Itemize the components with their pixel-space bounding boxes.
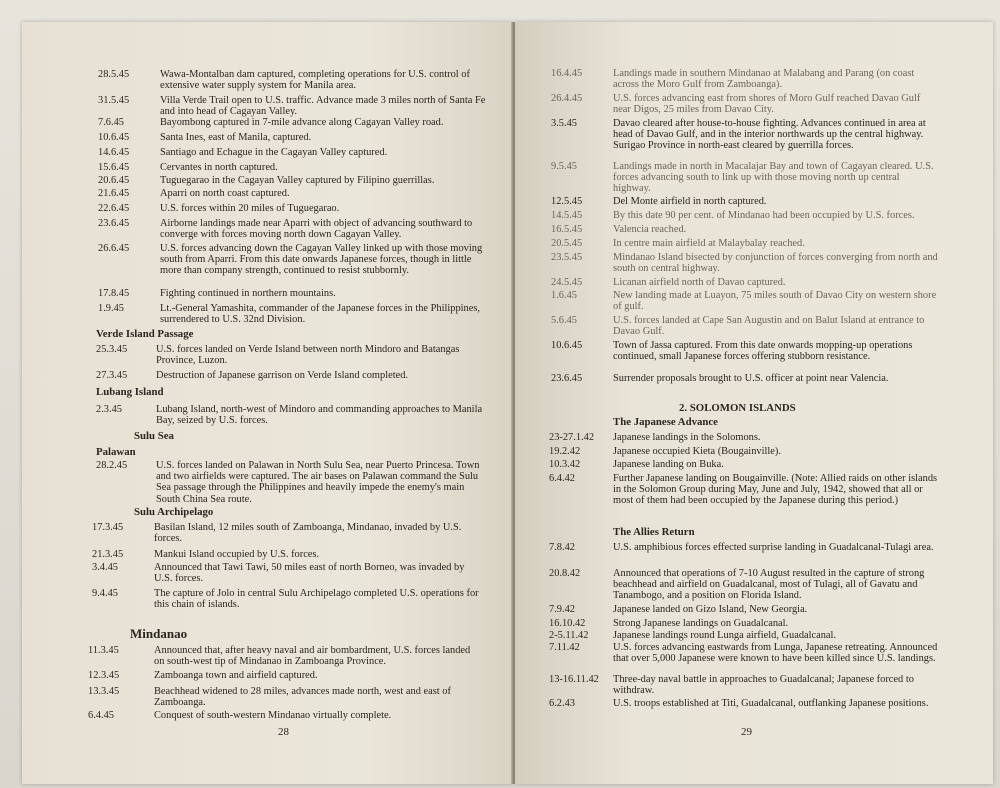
entry-text: U.S. forces advancing east from shores of Moro Gulf reached Davao Gulf near Digos, 25 miles from Davao City. [613,93,921,116]
entry-text: Destruction of Japanese garrison on Verde Island completed. [156,370,408,381]
entry-text: U.S. troops established at Titi, Guadalcanal, outflanking Japanese positions. [613,698,929,709]
entry-date: 1.9.45 [98,303,124,314]
entry-text: Mindanao Island bisected by conjunction of forces converging from north and south on central highway. [613,252,938,275]
entry-date: 16.10.42 [549,618,586,629]
page-number-29: 29 [741,726,752,738]
entry-date: 7.11.42 [549,642,580,653]
entry-date: 5.6.45 [551,315,577,326]
entry-date: 12.5.45 [551,196,583,207]
entry-text: Tuguegarao in the Cagayan Valley captured by Filipino guerrillas. [160,175,435,186]
entry-date: 6.4.45 [88,710,114,721]
entry-text: Basilan Island, 12 miles south of Zamboanga, Mindanao, invaded by U.S. forces. [154,522,462,545]
entry-text: Surrender proposals brought to U.S. officer at point near Valencia. [613,373,889,384]
entry-date: 27.3.45 [96,370,128,381]
entry-date: 7.8.42 [549,542,575,553]
entry-date: 13-16.11.42 [549,674,599,685]
entry-date: 2-5.11.42 [549,630,589,641]
entry-text: Bayombong captured in 7-mile advance along Cagayan Valley road. [160,117,444,128]
entry-date: 23.6.45 [551,373,583,384]
entry-text: Further Japanese landing on Bougainville. (Note: Allied raids on other islands in the Solomon Group during May, June and July, 1942, showed that all or most of them had been occupied by the Japanese during this period.) [613,473,938,507]
entry-date: 12.3.45 [88,670,120,681]
entry-date: 7.6.45 [98,117,124,128]
entry-date: 21.6.45 [98,188,130,199]
entry-text: Cervantes in north captured. [160,162,278,173]
entry-date: 17.8.45 [98,288,130,299]
entry-date: 6.2.43 [549,698,575,709]
entry-date: 20.5.45 [551,238,583,249]
entry-date: 24.5.45 [551,277,583,288]
entry-text: U.S. forces landed at Cape San Augustin and on Balut Island at entrance to Davao Gulf. [613,315,925,338]
entry-date: 14.5.45 [551,210,583,221]
right-page [515,22,993,784]
entry-text: U.S. forces advancing down the Cagayan Valley linked up with those moving south from Aparri. From this date onwards Japanese forces, though in little more than company strength, continued to resist stubbornly. [160,243,483,277]
entry-date: 28.2.45 [96,460,128,471]
entry-text: Announced that Tawi Tawi, 50 miles east of north Borneo, was invaded by U.S. forces. [154,562,465,585]
entry-date: 7.9.42 [549,604,575,615]
entry-date: 23-27.1.42 [549,432,595,443]
entry-date: 9.5.45 [551,161,577,172]
entry-text: Landings made in southern Mindanao at Malabang and Parang (on coast across the Moro Gulf from Zamboanga). [613,68,915,91]
entry-text: The capture of Jolo in central Sulu Archipelago completed U.S. operations for this chain of islands. [154,588,479,611]
entry-date: 20.8.42 [549,568,581,579]
entry-date: 28.5.45 [98,69,130,80]
entry-text: U.S. forces within 20 miles of Tuguegarao. [160,203,340,214]
entry-date: 11.3.45 [88,645,119,656]
entry-text: Announced that operations of 7-10 August resulted in the capture of strong beachhead and airfield on Guadalcanal, most of Tulagi, all of Gavatu and Tanambogo, and a position on Florida Island. [613,568,925,602]
entry-date: 20.6.45 [98,175,130,186]
entry-date: 31.5.45 [98,95,130,106]
entry-text: Fighting continued in northern mountains. [160,288,336,299]
entry-text: Lubang Island, north-west of Mindoro and commanding approaches to Manila Bay, seized by U.S. forces. [156,404,483,427]
page-number-28: 28 [278,726,289,738]
entry-date: 3.5.45 [551,118,577,129]
entry-text: In centre main airfield at Malaybalay reached. [613,238,805,249]
entry-date: 16.5.45 [551,224,583,235]
entry-date: 13.3.45 [88,686,120,697]
entry-text: Villa Verde Trail open to U.S. traffic. Advance made 3 miles north of Santa Fe and into head of Cagayan Valley. [160,95,486,118]
entry-text: Wawa-Montalban dam captured, completing operations for U.S. control of extensive water supply system for Manila area. [160,69,470,92]
entry-text: U.S. amphibious forces effected surprise landing in Guadalcanal-Tulagi area. [613,542,934,553]
entry-date: 10.6.45 [551,340,583,351]
entry-date: 6.4.42 [549,473,575,484]
entry-text: Announced that, after heavy naval and air bombardment, U.S. forces landed on south-west tip of Mindanao in Zamboanga Province. [154,645,471,668]
section-title-solomon-islands: 2. SOLOMON ISLANDS [679,402,796,414]
heading-allies-return: The Allies Return [613,526,695,538]
entry-text: Airborne landings made near Aparri with object of advancing southward to converge with forces moving north down Cagayan Valley. [160,218,473,241]
entry-text: New landing made at Luayon, 75 miles south of Davao City on western shore of gulf. [613,290,937,313]
entry-text: Conquest of south-western Mindanao virtually complete. [154,710,392,721]
entry-date: 26.4.45 [551,93,583,104]
heading-japanese-advance: The Japanese Advance [613,416,718,428]
entry-text: U.S. forces advancing eastwards from Lunga, Japanese retreating. Announced that over 5,000 Japanese were known to have been killed since U.S. landings. [613,642,938,665]
entry-text: Licanan airfield north of Davao captured. [613,277,786,288]
entry-text: Three-day naval battle in approaches to Guadalcanal; Japanese forced to withdraw. [613,674,914,697]
entry-text: Japanese landing on Buka. [613,459,724,470]
entry-date: 3.4.45 [92,562,118,573]
entry-date: 19.2.42 [549,446,581,457]
entry-date: 10.3.42 [549,459,581,470]
entry-text: Japanese occupied Kieta (Bougainville). [613,446,781,457]
entry-text: Valencia reached. [613,224,687,235]
entry-date: 1.6.45 [551,290,577,301]
entry-text: Santa Ines, east of Manila, captured. [160,132,312,143]
entry-text: Japanese landed on Gizo Island, New Georgia. [613,604,808,615]
heading-sulu-sea: Sulu Sea [134,430,174,442]
left-page [22,22,513,784]
entry-text: Davao cleared after house-to-house fighting. Advances continued in area at head of Davao Gulf, and in the interior northwards up the central highway. Surigao Province in north-east cleared by guerrilla forces. [613,118,926,152]
entry-text: Santiago and Echague in the Cagayan Valley captured. [160,147,388,158]
entry-date: 9.4.45 [92,588,118,599]
entry-date: 25.3.45 [96,344,128,355]
entry-text: Landings made in north in Macalajar Bay and town of Cagayan cleared. U.S. forces advancing south to link up with those moving north up central highway. [613,161,934,195]
entry-text: Beachhead widened to 28 miles, advances made north, west and east of Zamboanga. [154,686,451,709]
entry-date: 22.6.45 [98,203,130,214]
heading-verde-island-passage: Verde Island Passage [96,328,194,340]
entry-text: U.S. forces landed on Verde Island between north Mindoro and Batangas Province, Luzon. [156,344,460,367]
entry-date: 26.6.45 [98,243,130,254]
entry-date: 15.6.45 [98,162,130,173]
entry-text: Zamboanga town and airfield captured. [154,670,318,681]
entry-date: 17.3.45 [92,522,124,533]
entry-text: Town of Jassa captured. From this date onwards mopping-up operations continued, small Japanese forces offering stubborn resistance. [613,340,913,363]
entry-date: 21.3.45 [92,549,124,560]
entry-text: Lt.-General Yamashita, commander of the Japanese forces in the Philippines, surrendered to U.S. 32nd Division. [160,303,480,326]
entry-text: By this date 90 per cent. of Mindanao had been occupied by U.S. forces. [613,210,915,221]
heading-mindanao: Mindanao [130,626,188,641]
entry-text: Aparri on north coast captured. [160,188,290,199]
heading-palawan: Palawan [96,446,136,458]
entry-date: 2.3.45 [96,404,122,415]
entry-date: 14.6.45 [98,147,130,158]
entry-text: Japanese landings in the Solomons. [613,432,761,443]
entry-date: 16.4.45 [551,68,583,79]
entry-text: Strong Japanese landings on Guadalcanal. [613,618,789,629]
entry-date: 23.6.45 [98,218,130,229]
entry-date: 23.5.45 [551,252,583,263]
entry-text: Japanese landings round Lunga airfield, Guadalcanal. [613,630,837,641]
entry-text: Mankui Island occupied by U.S. forces. [154,549,320,560]
entry-text: U.S. forces landed on Palawan in North Sulu Sea, near Puerto Princesa. Town and two airfields were captured. The air bases on Palawan command the Sulu Sea passage through the Philippines and heavily impede the enemy's main South China Sea route. [156,460,480,505]
entry-date: 10.6.45 [98,132,130,143]
heading-sulu-archipelago: Sulu Archipelago [134,506,214,518]
entry-text: Del Monte airfield in north captured. [613,196,767,207]
heading-lubang-island: Lubang Island [96,386,164,398]
